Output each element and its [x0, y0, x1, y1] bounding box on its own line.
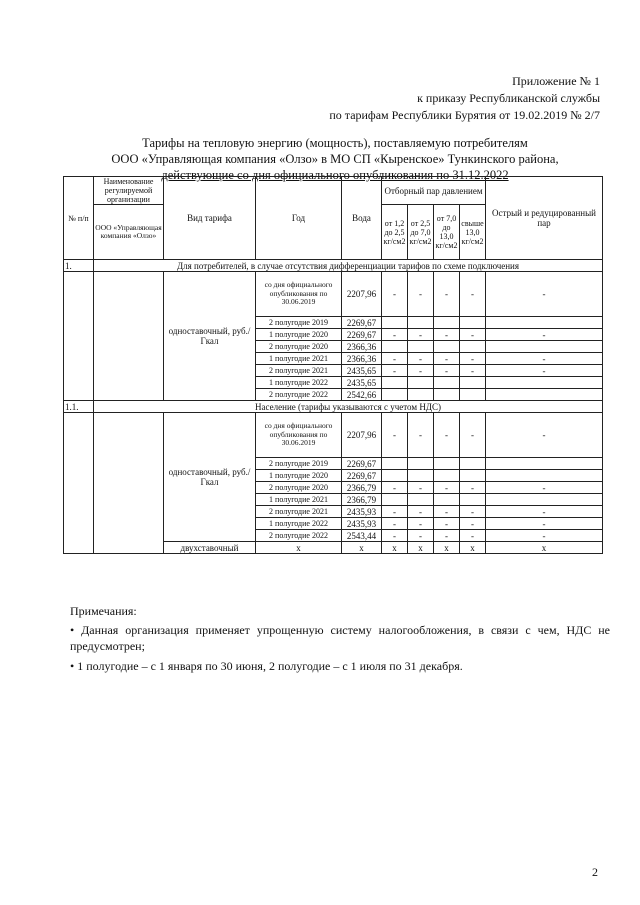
p2-cell: [408, 341, 434, 353]
p2-cell: -: [408, 272, 434, 317]
p2-cell: [408, 494, 434, 506]
p4-cell: [460, 494, 486, 506]
p3-cell: -: [434, 530, 460, 542]
p1-cell: х: [382, 542, 408, 554]
sharp-cell: [486, 389, 603, 401]
p4-cell: [460, 389, 486, 401]
notes-section: [70, 603, 610, 674]
p2-cell: [408, 470, 434, 482]
p3-cell: -: [434, 353, 460, 365]
p3-cell: -: [434, 272, 460, 317]
p1-cell: [382, 389, 408, 401]
note-item-2: • 1 полугодие – с 1 января по 30 июня, 2 полугодие – с 1 июля по 31 декабря.: [70, 659, 463, 673]
p4-cell: -: [460, 365, 486, 377]
p2-cell: [408, 317, 434, 329]
header-p4: свыше 13,0 кг/см2: [460, 205, 486, 260]
sharp-cell: -: [486, 329, 603, 341]
water-cell: 2366,36: [342, 353, 382, 365]
p1-cell: [382, 494, 408, 506]
period-cell: 1 полугодие 2021: [256, 494, 342, 506]
section-1-tariff-type: одноставочный, руб./Гкал: [164, 272, 256, 401]
sharp-cell: -: [486, 518, 603, 530]
p3-cell: [434, 389, 460, 401]
appendix-line-1: Приложение № 1: [512, 74, 600, 88]
p1-cell: [382, 458, 408, 470]
period-cell: 1 полугодие 2022: [256, 518, 342, 530]
period-cell: 1 полугодие 2021: [256, 353, 342, 365]
period-cell: 1 полугодие 2022: [256, 377, 342, 389]
water-cell: 2543,44: [342, 530, 382, 542]
period-cell: 2 полугодие 2019: [256, 317, 342, 329]
sharp-cell: -: [486, 365, 603, 377]
p3-cell: -: [434, 506, 460, 518]
p1-cell: [382, 470, 408, 482]
period-cell: 2 полугодие 2020: [256, 341, 342, 353]
section-2-tariff-type: одноставочный, руб./Гкал: [164, 413, 256, 542]
header-p1: от 1,2 до 2,5 кг/см2: [382, 205, 408, 260]
page-number: 2: [592, 865, 598, 879]
p1-cell: -: [382, 506, 408, 518]
p4-cell: -: [460, 329, 486, 341]
period-cell: 2 полугодие 2020: [256, 482, 342, 494]
p2-cell: [408, 389, 434, 401]
appendix-header: [329, 73, 600, 124]
title-line-2: ООО «Управляющая компания «Олзо» в МО СП «Кыренское» Тункинского района,: [111, 152, 559, 166]
section-2-num: 1.1.: [64, 401, 94, 413]
p3-cell: -: [434, 365, 460, 377]
p3-cell: [434, 317, 460, 329]
p2-cell: х: [408, 542, 434, 554]
sharp-cell: [486, 341, 603, 353]
period-cell: 1 полугодие 2020: [256, 329, 342, 341]
header-water: Вода: [342, 177, 382, 260]
p2-cell: -: [408, 413, 434, 458]
p3-cell: -: [434, 518, 460, 530]
p1-cell: -: [382, 413, 408, 458]
sharp-cell: [486, 458, 603, 470]
sharp-cell: [486, 377, 603, 389]
water-cell: 2366,36: [342, 341, 382, 353]
p3-cell: [434, 341, 460, 353]
sharp-cell: -: [486, 530, 603, 542]
header-year: Год: [256, 177, 342, 260]
p3-cell: [434, 458, 460, 470]
p1-cell: -: [382, 329, 408, 341]
p4-cell: -: [460, 353, 486, 365]
p3-cell: [434, 377, 460, 389]
table-row: [64, 413, 603, 458]
water-cell: х: [342, 542, 382, 554]
sharp-cell: -: [486, 353, 603, 365]
p3-cell: [434, 494, 460, 506]
p1-cell: -: [382, 353, 408, 365]
period-cell: 2 полугодие 2019: [256, 458, 342, 470]
period-cell: со дня официального опубликования по 30.06.2019: [256, 272, 342, 317]
appendix-line-3: по тарифам Республики Бурятия от 19.02.2019 № 2/7: [329, 108, 600, 122]
p2-cell: -: [408, 530, 434, 542]
title-line-1: Тарифы на тепловую энергию (мощность), поставляемую потребителям: [142, 136, 528, 150]
notes-title: Примечания:: [70, 604, 137, 618]
appendix-line-2: к приказу Республиканской службы: [417, 91, 600, 105]
p4-cell: -: [460, 413, 486, 458]
p4-cell: -: [460, 506, 486, 518]
p4-cell: [460, 458, 486, 470]
sharp-cell: х: [486, 542, 603, 554]
header-p2: от 2,5 до 7,0 кг/см2: [408, 205, 434, 260]
period-cell: со дня официального опубликования по 30.06.2019: [256, 413, 342, 458]
p3-cell: [434, 470, 460, 482]
water-cell: 2435,93: [342, 518, 382, 530]
sharp-cell: -: [486, 482, 603, 494]
p1-cell: -: [382, 272, 408, 317]
p2-cell: -: [408, 482, 434, 494]
table-row: [64, 272, 603, 317]
p2-cell: -: [408, 329, 434, 341]
section-1-label: Для потребителей, в случае отсутствия дифференциации тарифов по схеме подключения: [94, 260, 603, 272]
p1-cell: -: [382, 365, 408, 377]
period-cell: 2 полугодие 2021: [256, 506, 342, 518]
header-steam: Отборный пар давлением: [382, 177, 486, 205]
sharp-cell: -: [486, 272, 603, 317]
p4-cell: -: [460, 530, 486, 542]
water-cell: 2435,93: [342, 506, 382, 518]
water-cell: 2435,65: [342, 365, 382, 377]
year-cell: х: [256, 542, 342, 554]
sharp-cell: [486, 317, 603, 329]
p4-cell: -: [460, 482, 486, 494]
water-cell: 2269,67: [342, 470, 382, 482]
p2-cell: -: [408, 518, 434, 530]
p1-cell: -: [382, 482, 408, 494]
p1-cell: [382, 377, 408, 389]
p4-cell: [460, 317, 486, 329]
water-cell: 2435,65: [342, 377, 382, 389]
water-cell: 2366,79: [342, 482, 382, 494]
p1-cell: -: [382, 518, 408, 530]
p3-cell: -: [434, 413, 460, 458]
p2-cell: -: [408, 506, 434, 518]
water-cell: 2207,96: [342, 272, 382, 317]
header-sharp-steam: Острый и редуцированный пар: [486, 177, 603, 260]
p4-cell: -: [460, 272, 486, 317]
p2-cell: [408, 458, 434, 470]
p3-cell: -: [434, 329, 460, 341]
p4-cell: [460, 341, 486, 353]
p4-cell: [460, 470, 486, 482]
water-cell: 2269,67: [342, 317, 382, 329]
p1-cell: [382, 341, 408, 353]
period-cell: 2 полугодие 2021: [256, 365, 342, 377]
header-org: Наименование регулируемой организации: [94, 177, 164, 205]
two-part-tariff: двухставочный: [164, 542, 256, 554]
note-item-1: • Данная организация применяет упрощенную систему налогообложения, в связи с чем, НДС не предусмотрен;: [70, 623, 610, 653]
p3-cell: х: [434, 542, 460, 554]
title-line-3: действующие со дня официального опубликования по 31.12.2022: [161, 168, 509, 182]
section-2-label: Население (тарифы указываются с учетом НДС): [94, 401, 603, 413]
tariff-table: [63, 176, 603, 554]
header-num: № п/п: [64, 177, 94, 260]
sharp-cell: -: [486, 413, 603, 458]
sharp-cell: [486, 494, 603, 506]
water-cell: 2269,67: [342, 329, 382, 341]
sharp-cell: -: [486, 506, 603, 518]
header-tariff: Вид тарифа: [164, 177, 256, 260]
water-cell: 2207,96: [342, 413, 382, 458]
p4-cell: -: [460, 518, 486, 530]
period-cell: 2 полугодие 2022: [256, 530, 342, 542]
p1-cell: [382, 317, 408, 329]
water-cell: 2269,67: [342, 458, 382, 470]
header-org-name: ООО «Управляющая компания «Олзо»: [94, 205, 164, 260]
p2-cell: -: [408, 353, 434, 365]
p2-cell: -: [408, 365, 434, 377]
period-cell: 2 полугодие 2022: [256, 389, 342, 401]
section-1-num: 1.: [64, 260, 94, 272]
p3-cell: -: [434, 482, 460, 494]
header-p3: от 7,0 до 13,0 кг/см2: [434, 205, 460, 260]
p4-cell: х: [460, 542, 486, 554]
p2-cell: [408, 377, 434, 389]
water-cell: 2366,79: [342, 494, 382, 506]
sharp-cell: [486, 470, 603, 482]
water-cell: 2542,66: [342, 389, 382, 401]
period-cell: 1 полугодие 2020: [256, 470, 342, 482]
p1-cell: -: [382, 530, 408, 542]
p4-cell: [460, 377, 486, 389]
